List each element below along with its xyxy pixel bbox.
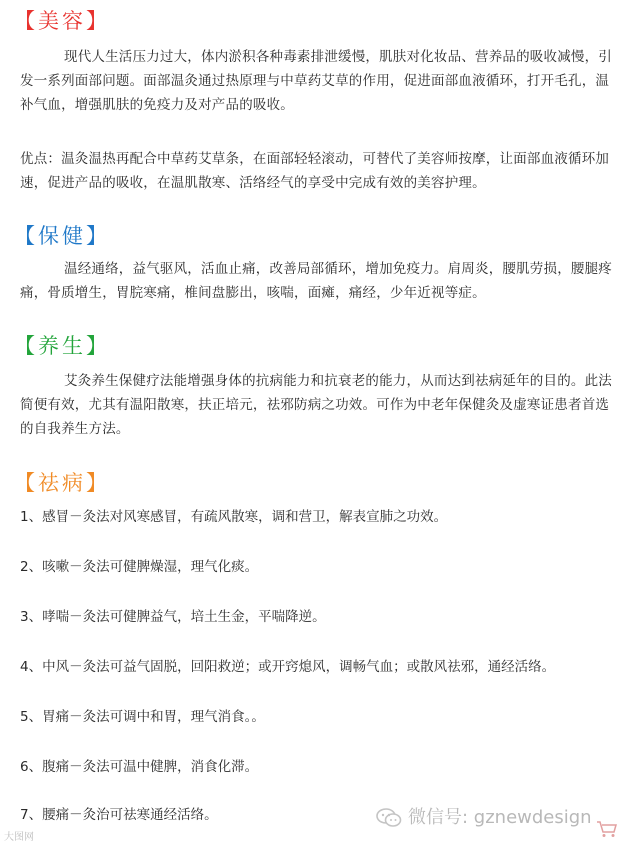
- section-heading-disease: 【祛病】: [14, 471, 110, 495]
- beauty-paragraph-1: 现代人生活压力过大，体内淤积各种毒素排泄缓慢，肌肤对化妆品、营养品的吸收减慢，引发一系列面部问题。面部温灸通过热原理与中草药艾草的作用，促进面部血液循环，打开毛孔，温补气血，增强肌肤的免疫力及对产品的吸收。: [20, 49, 612, 113]
- wellness-paragraph: 艾灸养生保健疗法能增强身体的抗病能力和抗衰老的能力，从而达到祛病延年的目的。此法简便有效，尤其有温阳散寒，扶正培元，祛邪防病之功效。可作为中老年保健灸及虚寒证患者首选的自我养生方法。: [20, 373, 612, 437]
- corner-watermark: 大图网: [4, 832, 34, 843]
- watermark-text: 微信号: gznewdesign: [408, 807, 592, 828]
- disease-item: 5、胃痛－灸法可调中和胃，理气消食。。: [20, 709, 265, 725]
- section-heading-health: 【保健】: [14, 224, 110, 248]
- disease-item: 6、腹痛－灸法可温中健脾，消食化滞。: [20, 759, 259, 775]
- disease-item: 7、腰痛－灸治可祛寒通经活络。: [20, 807, 218, 823]
- health-paragraph: 温经通络，益气驱风，活血止痛，改善局部循环，增加免疫力。肩周炎，腰肌劳损，腰腿疼痛，骨质增生，胃脘寒痛，椎间盘膨出，咳喘，面瘫，痛经，少年近视等症。: [20, 261, 612, 301]
- section-heading-beauty: 【美容】: [14, 9, 110, 33]
- disease-item: 4、中风－灸法可益气固脱，回阳救逆；或开窍熄风，调畅气血；或散风祛邪，通经活络。: [20, 659, 556, 675]
- disease-item: 3、哮喘－灸法可健脾益气，培土生金，平喘降逆。: [20, 609, 326, 625]
- cart-icon: [596, 820, 618, 838]
- wechat-icon: [376, 808, 402, 828]
- beauty-paragraph-2: 优点：温灸温热再配合中草药艾草条，在面部轻轻滚动，可替代了美容师按摩，让面部血液循环加速，促进产品的吸收，在温肌散寒、活络经气的享受中完成有效的美容护理。: [20, 151, 610, 191]
- disease-item: 2、咳嗽－灸法可健脾燥湿，理气化痰。: [20, 559, 259, 575]
- wechat-watermark: [376, 806, 592, 830]
- section-heading-wellness: 【养生】: [14, 334, 110, 358]
- disease-item: 1、感冒－灸法对风寒感冒，有疏风散寒，调和营卫，解表宣肺之功效。: [20, 509, 448, 525]
